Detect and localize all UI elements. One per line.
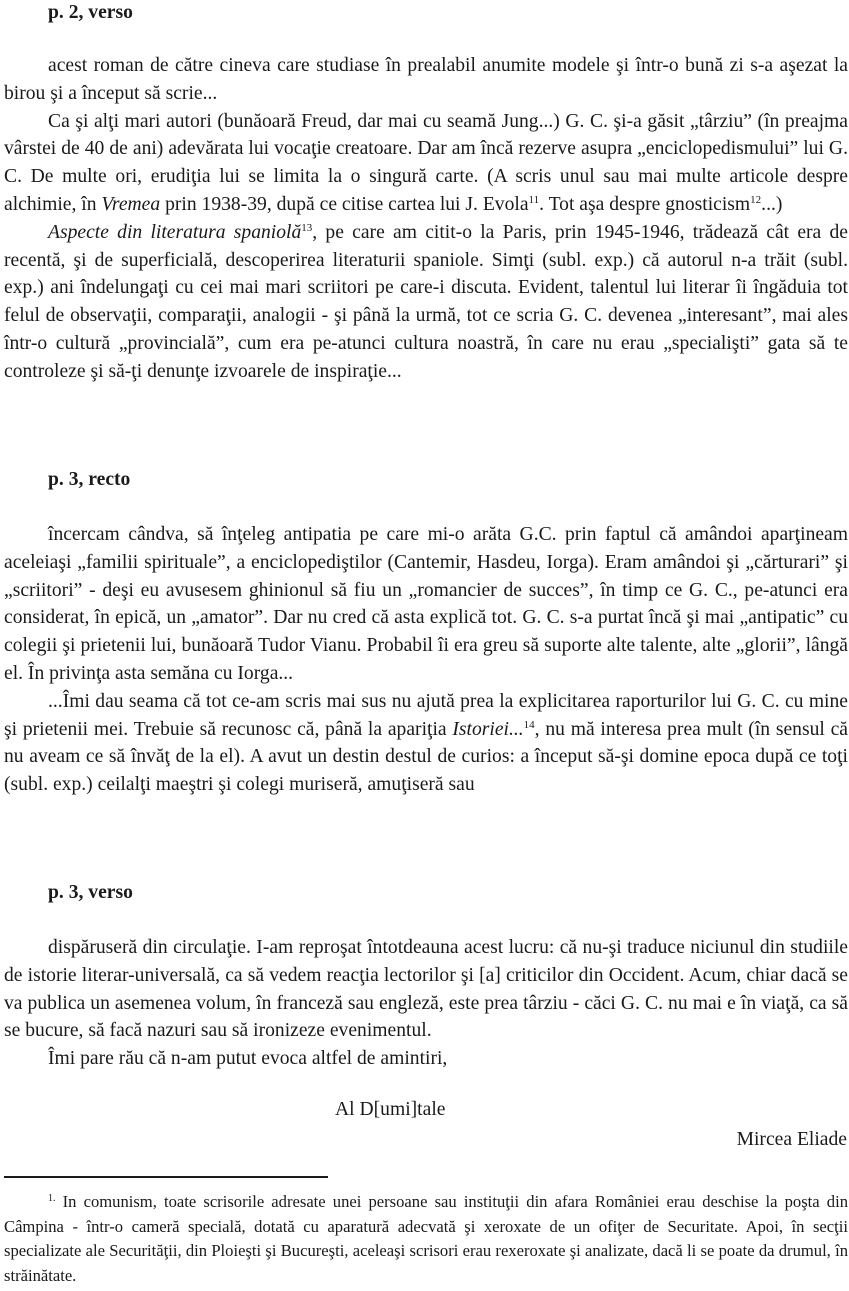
- footnote-divider: [4, 1176, 328, 1178]
- paragraph: [4, 934, 848, 1045]
- paragraph: [4, 52, 848, 108]
- section-heading-p3-recto: p. 3, recto: [48, 469, 131, 490]
- footnote-text: In comunism, toate scrisorile adresate unei persoane sau instituţii din afara României erau deschise la poşta din Câmpina - într-o cameră specială, dotată cu aparatură adecvată şi xeroxate de un ofiţer de Securitate. Apoi, în secţii specializate ale Securităţii, din Ploieşti şi Bucureşti, aceleaşi scrisori erau rexeroxate şi analizate, dacă li se poate da drumul, în străinătate.: [4, 1192, 848, 1285]
- paragraph-text: acest roman de către cineva care studiase în prealabil anumite modele şi într-o bună zi s-a aşezat la birou şi a început să scrie...: [4, 55, 848, 104]
- paragraph-text: ...Îmi dau seama că tot ce-am scris mai sus nu ajută prea la explicitarea raporturilor lui G. C. cu mine şi prietenii mei. Trebuie să recunosc că, până la apariţia: [4, 690, 848, 740]
- paragraph: [4, 688, 848, 799]
- section-heading-p3-verso: p. 3, verso: [48, 882, 133, 903]
- paragraph: [4, 219, 848, 386]
- paragraph-text: dispăruseră din circulaţie. I-am reproşat întotdeauna acest lucru: că nu-şi traduce niciunul din studiile de istorie literar-universală, ca să vedem reacţia lectorilor şi [a] criticilor din Occident. Acum, chiar dacă se va publica un asemenea volum, în franceză sau engleză, este prea târziu - căci G. C. nu mai e în viaţă, ca să se bucure, să facă nazuri sau să ironizeze evenimentul.: [4, 937, 848, 1042]
- paragraph-text: ...): [761, 193, 783, 215]
- paragraph-text: , pe care am citit-o la Paris, prin 1945-1946, trădează cât era de recentă, şi de superficială, descoperirea literaturii spaniole. Simţi (subl. exp.) că autorul n-a trăit (subl. exp.) ani îndelungaţi cu cei mai mari scriitori pe care-i discuta. Evident, talentul lui literar îi îngăduia tot felul de observaţii, comparaţii, analogii - şi până la urmă, tot ce scria G. C. devenea „interesant”, mai ales într-o cultură „provincială”, cum era pe-atunci cultura noastră, în care nu erau „specialişti” gata să te controleze şi să-ţi denunţe izvoarele de inspiraţie...: [4, 221, 848, 382]
- paragraph-text: prin 1938-39, după ce citise cartea lui J. Evola: [160, 193, 529, 215]
- footnote-ref: 14: [523, 718, 535, 731]
- paragraph-text: încercam cândva, să înţeleg antipatia pe care mi-o arăta G.C. prin faptul că amândoi aparţineam aceleiaşi „familii spirituale”, a enciclopediştilor (Cantemir, Hasdeu, Iorga). Eram amândoi şi „cărturari” şi „scriitori” - deşi eu avusesem ghinionul să fiu un „romancier de succes”, în timp ce G. C., pe-atunci era considerat, în epică, un „amator”. Dar nu cred că asta explică tot. G. C. s-a purtat încă şi mai „antipatic” cu colegii şi prietenii lui, bunăoară Tudor Vianu. Probabil îi era greu să suporte alte talente, alte „glorii”, lângă el. În privinţa asta semăna cu Iorga...: [4, 524, 848, 684]
- italic-title: Vremea: [101, 193, 161, 215]
- section-body-p3-verso: [4, 934, 848, 1073]
- salutation: Al D[umi]tale: [335, 1099, 446, 1120]
- paragraph-text: Ca şi alţi mari autori (bunăoară Freud, dar mai cu seamă Jung...) G. C. şi-a găsit „târziu” (în preajma vârstei de 40 de ani) adevărata lui vocaţie creatoare. Dar am încă rezerve asupra „enciclopedismului” lui G. C. De multe ori, erudiţia lui se limita la o singură carte. (A scris unul sau mai multe articole despre alchimie, în: [4, 110, 848, 215]
- footnote-marker: 1.: [48, 1193, 56, 1204]
- footnote-ref: 13: [301, 221, 313, 234]
- italic-title: Istoriei...: [452, 718, 524, 740]
- paragraph: [4, 521, 848, 688]
- section-body-p2-verso: [4, 52, 848, 386]
- footnote: [4, 1190, 848, 1288]
- section-body-p3-recto: [4, 521, 848, 799]
- paragraph-text: . Tot aşa despre gnosticism: [539, 193, 751, 215]
- section-heading-p2-verso: p. 2, verso: [48, 2, 133, 23]
- signature: Mircea Eliade: [736, 1129, 847, 1150]
- paragraph-text: Îmi pare rău că n-am putut evoca altfel de amintiri,: [48, 1048, 448, 1070]
- paragraph-text: , nu mă interesa prea mult (în sensul că nu aveam ce să învăţ de la el). A avut un destin destul de curios: a început să-şi domine epoca după ce toţi (subl. exp.) ceilalţi maeştri şi colegi muriseră, amuţiseră sau: [4, 718, 848, 796]
- footnote-ref: 12: [750, 193, 762, 206]
- paragraph: [4, 1045, 848, 1073]
- italic-title: Aspecte din literatura spaniolă: [48, 221, 302, 243]
- footnote-ref: 11: [528, 193, 540, 206]
- paragraph: [4, 108, 848, 219]
